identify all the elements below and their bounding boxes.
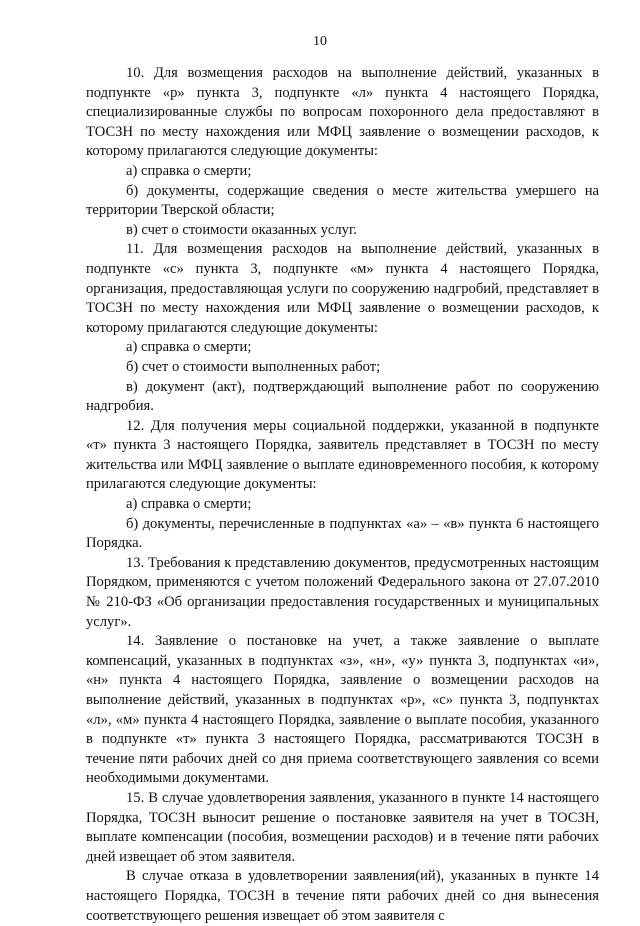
list-item-death-certificate: а) справка о смерти; bbox=[126, 162, 252, 179]
list-item-listed-documents: б) документы, перечисленные в подпунктах «а» – «в» пункта 6 настоящего Порядка. bbox=[86, 515, 599, 552]
list-item-works-invoice: б) счет о стоимости выполненных работ; bbox=[126, 358, 381, 375]
paragraph-refusal: В случае отказа в удовлетворении заявления(ий), указанных в пункте 14 настоящего Порядка, ТОСЗН в течение пяти рабочих дней со дня вынесения соответствующего решения извещает об этом заявителя с bbox=[86, 868, 599, 924]
paragraph-11: 11. Для возмещения расходов на выполнение действий, указанных в подпункте «с» пункта 3, подпункте «м» пункта 4 настоящего Порядка, организация, предоставляющая услуги по сооружению надгробий, представляет в ТОСЗН по месту нахождения или МФЦ заявление о возмещении расходов, к которому прилагаются следующие документы: bbox=[86, 241, 599, 336]
list-item-death-certificate: а) справка о смерти; bbox=[126, 496, 252, 513]
paragraph-10: 10. Для возмещения расходов на выполнение действий, указанных в подпункте «р» пункта 3, подпункте «л» пункта 4 настоящего Порядка, специализированные службы по вопросам похоронного дела предоставляют в ТОСЗН по месту нахождения или МФЦ заявление о возмещении расходов, к которому прилагаются следующие документы: bbox=[86, 65, 599, 160]
list-item-services-invoice: в) счет о стоимости оказанных услуг. bbox=[126, 221, 357, 238]
paragraph-14: 14. Заявление о постановке на учет, а также заявление о выплате компенсаций, указанных в подпунктах «з», «н», «у» пункта 3, подпунктах «и», «н» пункта 4 настоящего Порядка, заявление о возмещении расходов на выполнение действий, указанных в подпунктах «р», «с» пункта 3, подпунктах «л», «м» пункта 4 настоящего Порядка, заявление о выплате пособия, указанного в подпункте «т» пункта 3 настоящего Порядка, рассматриваются ТОСЗН в течение пяти рабочих дней со дня приема соответствующего заявления со всеми необходимыми документами. bbox=[86, 633, 599, 787]
list-item-completion-act: в) документ (акт), подтверждающий выполнение работ по сооружению надгробия. bbox=[86, 378, 599, 415]
document-body bbox=[86, 64, 599, 926]
page-number: 10 bbox=[313, 34, 327, 49]
paragraph-15: 15. В случае удовлетворения заявления, указанного в пункте 14 настоящего Порядка, ТОСЗН выносит решение о постановке заявителя на учет в ТОСЗН, выплате компенсации (пособия, возмещении расходов) и в течение пяти рабочих дней извещает об этом заявителя. bbox=[86, 789, 599, 865]
list-item-death-certificate: а) справка о смерти; bbox=[126, 339, 252, 356]
list-item-residence-documents: б) документы, содержащие сведения о месте жительства умершего на территории Тверской области; bbox=[86, 182, 599, 219]
paragraph-13: 13. Требования к представлению документов, предусмотренных настоящим Порядком, применяются с учетом положений Федерального закона от 27.07.2010 № 210-ФЗ «Об организации предоставления государственных и муниципальных услуг». bbox=[86, 554, 599, 630]
paragraph-12: 12. Для получения меры социальной поддержки, указанной в подпункте «т» пункта 3 настоящего Порядка, заявитель представляет в ТОСЗН по месту жительства или МФЦ заявление о выплате единовременного пособия, к которому прилагаются следующие документы: bbox=[86, 417, 599, 493]
